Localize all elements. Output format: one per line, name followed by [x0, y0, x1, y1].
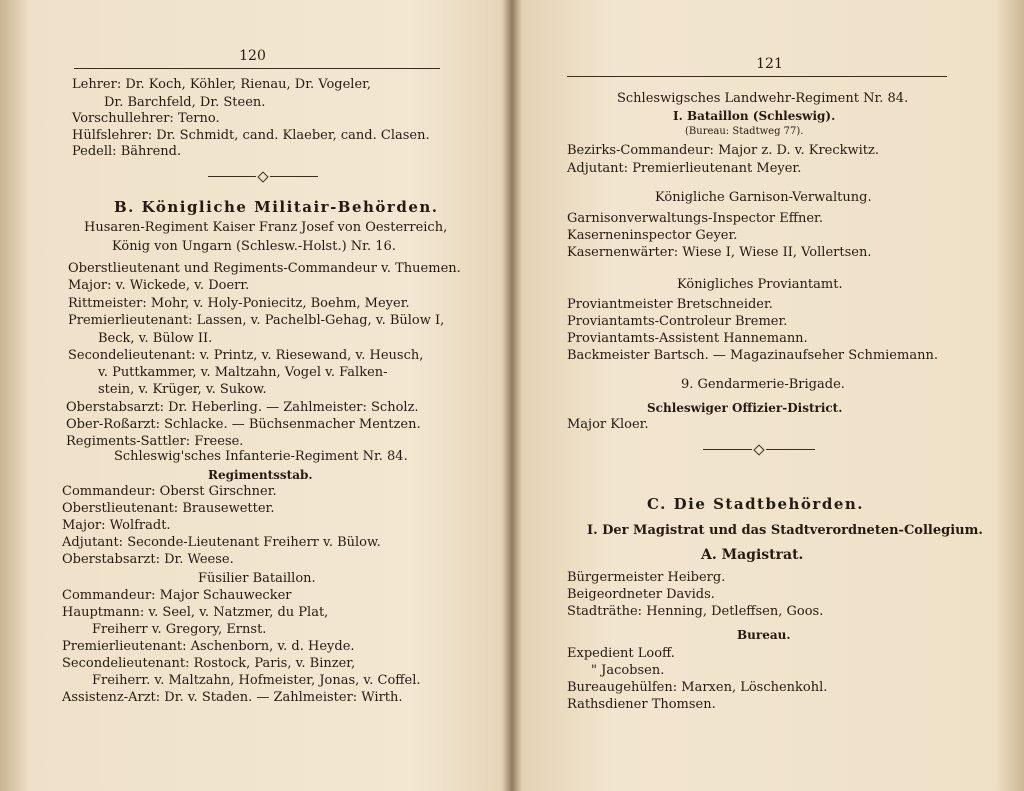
text-line: Regiments-Sattler: Freese.	[66, 434, 244, 449]
text-line: Bureaugehülfen: Marxen, Löschenkohl.	[567, 680, 828, 695]
text-line: v. Puttkammer, v. Maltzahn, Vogel v. Falken-	[98, 365, 388, 380]
text-line: Commandeur: Major Schauwecker	[62, 588, 292, 603]
header-rule-right	[567, 76, 947, 77]
text-line: Rittmeister: Mohr, v. Holy-Poniecitz, Boehm, Meyer.	[68, 296, 410, 311]
text-line: Assistenz-Arzt: Dr. v. Staden. — Zahlmeister: Wirth.	[62, 690, 403, 705]
subsection-heading: Königliche Garnison-Verwaltung.	[655, 190, 872, 205]
section-heading: C. Die Stadtbehörden.	[647, 495, 864, 513]
text-line: Proviantamts-Controleur Bremer.	[567, 314, 788, 329]
subsection-heading: Füsilier Bataillon.	[198, 571, 316, 586]
text-line: Rathsdiener Thomsen.	[567, 697, 716, 712]
text-line: Secondelieutenant: Rostock, Paris, v. Binzer,	[62, 656, 356, 671]
text-line: Bürgermeister Heiberg.	[567, 570, 726, 585]
subsection-heading: I. Bataillon (Schleswig).	[673, 109, 836, 123]
text-line: Oberstabsarzt: Dr. Weese.	[62, 552, 234, 567]
subsection-heading: I. Der Magistrat und das Stadtverordneten-Collegium.	[587, 523, 983, 538]
ornament-divider	[703, 445, 815, 455]
subsection-heading: Schleswigsches Landwehr-Regiment Nr. 84.	[617, 91, 909, 106]
text-line: Major Kloer.	[567, 417, 649, 432]
text-line: Oberstlieutenant und Regiments-Commandeur v. Thuemen.	[68, 261, 461, 276]
text-line: Hauptmann: v. Seel, v. Natzmer, du Plat,	[62, 605, 329, 620]
section-heading: B. Königliche Militair-Behörden.	[114, 198, 439, 216]
header-rule-left	[74, 68, 440, 69]
text-line: Oberstabsarzt: Dr. Heberling. — Zahlmeister: Scholz.	[66, 400, 419, 415]
text-line: Hülfslehrer: Dr. Schmidt, cand. Klaeber, cand. Clasen.	[72, 128, 430, 143]
text-line: Proviantmeister Bretschneider.	[567, 297, 773, 312]
text-line: Expedient Looff.	[567, 646, 675, 661]
text-line: Husaren-Regiment Kaiser Franz Josef von Oesterreich,	[84, 220, 448, 235]
text-line: Premierlieutenant: Lassen, v. Pachelbl-Gehag, v. Bülow I,	[68, 313, 445, 328]
address-note: (Bureau: Stadtweg 77).	[685, 126, 804, 137]
text-line: Bezirks-Commandeur: Major z. D. v. Kreckwitz.	[567, 143, 880, 158]
right-page	[515, 0, 1024, 791]
text-line: Major: Wolfradt.	[62, 518, 171, 533]
page-number-left: 120	[239, 48, 266, 64]
text-line: Oberstlieutenant: Brausewetter.	[62, 501, 275, 516]
text-line: Lehrer: Dr. Koch, Köhler, Rienau, Dr. Vogeler,	[72, 77, 372, 92]
text-line: Premierlieutenant: Aschenborn, v. d. Heyde.	[62, 639, 355, 654]
text-line: Freiherr v. Gregory, Ernst.	[92, 622, 267, 637]
text-line: Proviantamts-Assistent Hannemann.	[567, 331, 808, 346]
subsection-heading: Regimentsstab.	[208, 468, 313, 482]
text-line: Adjutant: Premierlieutenant Meyer.	[567, 161, 802, 176]
text-line: Dr. Barchfeld, Dr. Steen.	[104, 95, 266, 110]
text-line: Major: v. Wickede, v. Doerr.	[68, 278, 250, 293]
text-line: König von Ungarn (Schlesw.-Holst.) Nr. 16.	[112, 239, 396, 254]
text-line: Commandeur: Oberst Girschner.	[62, 484, 277, 499]
left-page	[0, 0, 505, 791]
text-line: stein, v. Krüger, v. Sukow.	[98, 382, 267, 397]
text-line: Beigeordneter Davids.	[567, 587, 715, 602]
page-number-right: 121	[756, 56, 783, 72]
text-line: " Jacobsen.	[591, 663, 665, 678]
text-line: Backmeister Bartsch. — Magazinaufseher Schmiemann.	[567, 348, 938, 363]
subsection-heading: 9. Gendarmerie-Brigade.	[681, 377, 845, 392]
text-line: Beck, v. Bülow II.	[98, 331, 213, 346]
subsection-heading: A. Magistrat.	[701, 547, 804, 563]
text-line: Vorschullehrer: Terno.	[72, 111, 220, 126]
ornament-divider	[208, 172, 318, 182]
text-line: Pedell: Bährend.	[72, 144, 182, 159]
text-line: Freiherr. v. Maltzahn, Hofmeister, Jonas, v. Coffel.	[92, 673, 421, 688]
subsection-heading: Schleswiger Offizier-District.	[647, 401, 843, 415]
text-line: Kaserneninspector Geyer.	[567, 228, 738, 243]
text-line: Kasernenwärter: Wiese I, Wiese II, Vollertsen.	[567, 245, 872, 260]
subsection-heading: Bureau.	[737, 628, 791, 642]
text-line: Secondelieutenant: v. Printz, v. Riesewand, v. Heusch,	[68, 348, 424, 363]
subsection-heading: Schleswig'sches Infanterie-Regiment Nr. 84.	[114, 449, 408, 464]
text-line: Garnisonverwaltungs-Inspector Effner.	[567, 211, 823, 226]
text-line: Adjutant: Seconde-Lieutenant Freiherr v. Bülow.	[62, 535, 381, 550]
subsection-heading: Königliches Proviantamt.	[677, 277, 843, 292]
text-line: Ober-Roßarzt: Schlacke. — Büchsenmacher Mentzen.	[66, 417, 421, 432]
text-line: Stadträthe: Henning, Detleffsen, Goos.	[567, 604, 824, 619]
